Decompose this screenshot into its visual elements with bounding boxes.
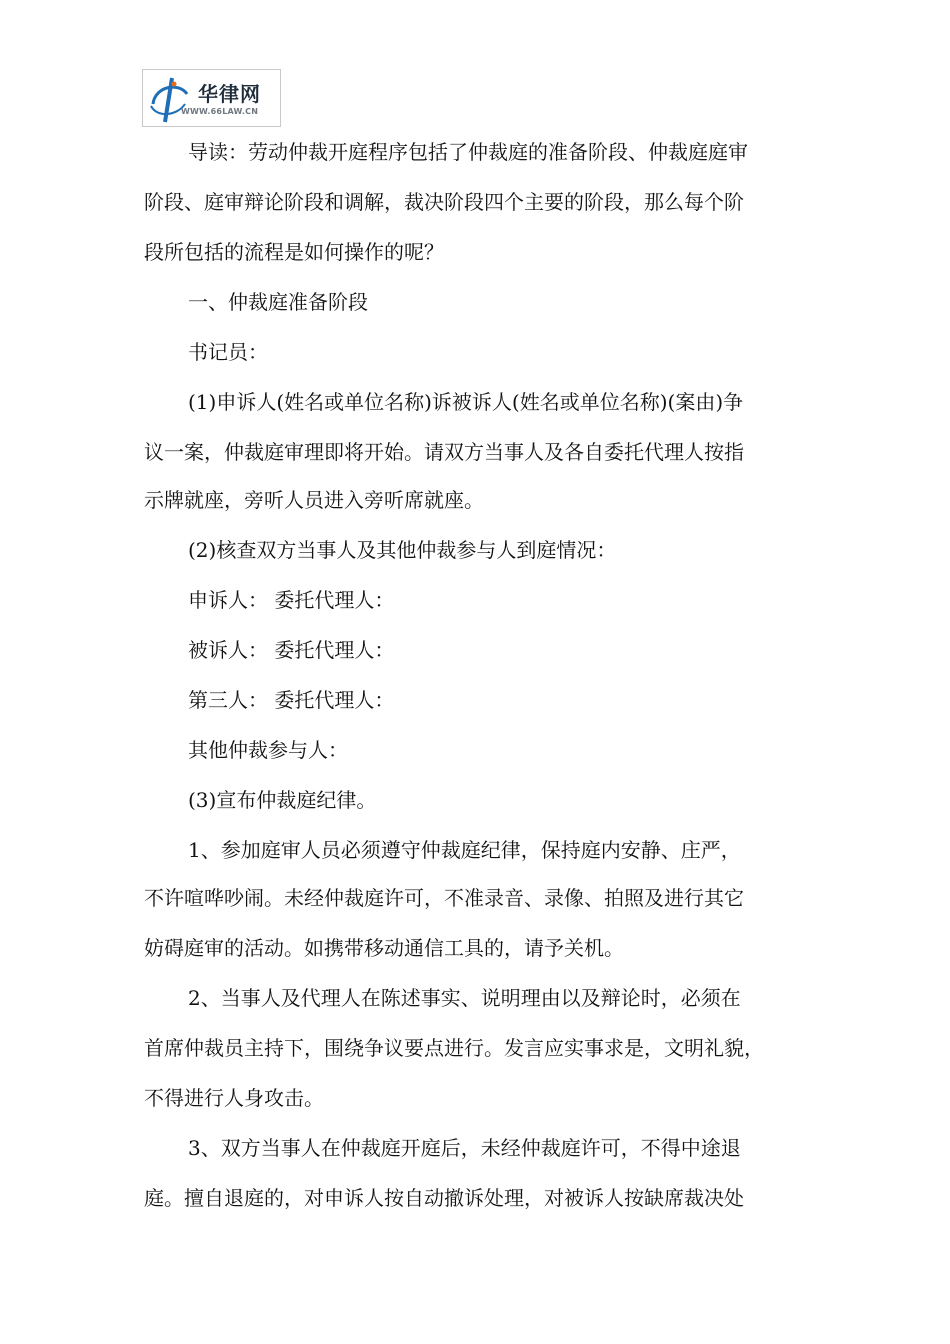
paragraph-line: (3)宣布仲裁庭纪律。 xyxy=(188,788,377,812)
paragraph-line: 被诉人： 委托代理人： xyxy=(188,638,395,662)
paragraph-line: 段所包括的流程是如何操作的呢？ xyxy=(144,240,444,264)
paragraph-line: 第三人： 委托代理人： xyxy=(188,688,395,712)
logo-name: 华律网 xyxy=(198,82,261,106)
section-heading: 一、仲裁庭准备阶段 xyxy=(188,290,368,314)
paragraph-line: 导读：劳动仲裁开庭程序包括了仲裁庭的准备阶段、仲裁庭庭审 xyxy=(188,140,748,164)
paragraph-line: 不得进行人身攻击。 xyxy=(144,1086,324,1110)
paragraph-line: 示牌就座，旁听人员进入旁听席就座。 xyxy=(144,488,484,512)
paragraph-line: (2)核查双方当事人及其他仲裁参与人到庭情况： xyxy=(188,538,617,562)
paragraph-line: 议一案，仲裁庭审理即将开始。请双方当事人及各自委托代理人按指 xyxy=(144,440,744,464)
paragraph-line: 书记员： xyxy=(188,340,268,364)
paragraph-line: (1)申诉人(姓名或单位名称)诉被诉人(姓名或单位名称)(案由)争 xyxy=(188,390,744,414)
paragraph-line: 1、参加庭审人员必须遵守仲裁庭纪律，保持庭内安静、庄严， xyxy=(188,838,741,862)
paragraph-line: 阶段、庭审辩论阶段和调解，裁决阶段四个主要的阶段，那么每个阶 xyxy=(144,190,744,214)
paragraph-line: 其他仲裁参与人： xyxy=(188,738,348,762)
paragraph-line: 3、双方当事人在仲裁庭开庭后，未经仲裁庭许可，不得中途退 xyxy=(188,1136,741,1160)
site-logo xyxy=(142,69,281,127)
paragraph-line: 不许喧哗吵闹。未经仲裁庭许可，不准录音、录像、拍照及进行其它 xyxy=(144,886,744,910)
paragraph-line: 2、当事人及代理人在陈述事实、说明理由以及辩论时，必须在 xyxy=(188,986,741,1010)
paragraph-line: 申诉人： 委托代理人： xyxy=(188,588,395,612)
paragraph-line: 妨碍庭审的活动。如携带移动通信工具的，请予关机。 xyxy=(144,936,624,960)
paragraph-line: 庭。擅自退庭的，对申诉人按自动撤诉处理，对被诉人按缺席裁决处 xyxy=(144,1186,744,1210)
logo-url: WWW.66LAW.CN xyxy=(181,107,259,116)
paragraph-line: 首席仲裁员主持下，围绕争议要点进行。发言应实事求是，文明礼貌， xyxy=(144,1036,764,1060)
